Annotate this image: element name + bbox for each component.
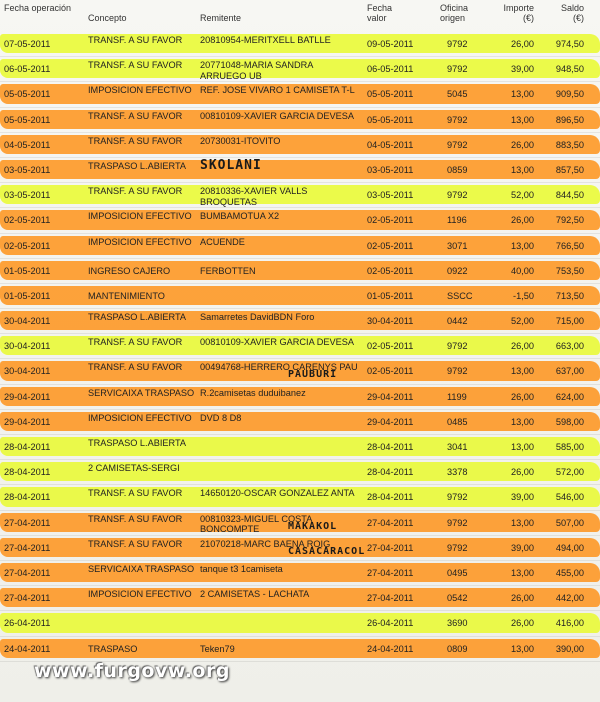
table-row — [0, 334, 600, 359]
cell-concepto: TRANSF. A SU FAVOR — [88, 362, 183, 373]
cell-importe: 52,00 — [511, 190, 534, 201]
cell-concepto: TRASPASO L.ABIERTA — [88, 438, 187, 448]
cell-oficina: 0922 — [447, 265, 468, 276]
table-row — [0, 435, 600, 460]
cell-saldo: 572,00 — [555, 467, 584, 478]
cell-fecha-operacion: 30-04-2011 — [4, 366, 51, 377]
cell-fecha-operacion: 05-05-2011 — [4, 114, 51, 125]
table-row — [0, 637, 600, 662]
cell-fecha-valor: 01-05-2011 — [367, 290, 414, 301]
cell-fecha-operacion: 01-05-2011 — [4, 265, 51, 276]
cell-saldo: 948,50 — [555, 64, 584, 75]
cell-saldo: 857,50 — [555, 164, 584, 175]
cell-fecha-operacion: 26-04-2011 — [4, 618, 51, 629]
cell-importe: 13,00 — [511, 366, 534, 377]
table-row — [0, 511, 600, 536]
cell-fecha-operacion: 27-04-2011 — [4, 517, 51, 528]
cell-saldo: 792,50 — [555, 215, 584, 226]
table-row — [0, 32, 600, 57]
cell-remitente: 20810336-XAVIER VALLS BROQUETAS — [200, 186, 308, 207]
table-row — [0, 284, 600, 309]
cell-importe: 26,00 — [511, 467, 534, 478]
table-row — [0, 234, 600, 259]
cell-fecha-valor: 05-05-2011 — [367, 89, 414, 100]
header-saldo: Saldo (€) — [560, 3, 584, 23]
transactions-table — [0, 32, 600, 662]
cell-oficina: 0485 — [447, 416, 468, 427]
cell-importe: -1,50 — [513, 290, 534, 301]
cell-fecha-valor: 02-05-2011 — [367, 265, 414, 276]
cell-fecha-operacion: 03-05-2011 — [4, 164, 51, 175]
table-row — [0, 359, 600, 384]
cell-remitente: ACUENDE — [200, 236, 245, 247]
cell-oficina: 0495 — [447, 567, 468, 578]
table-row — [0, 536, 600, 561]
cell-remitente: 00810109-XAVIER GARCIA DEVESA — [200, 110, 355, 121]
cell-saldo: 637,00 — [555, 366, 584, 377]
cell-concepto: TRASPASO — [88, 643, 138, 654]
table-row — [0, 385, 600, 410]
cell-concepto: TRANSF. A SU FAVOR — [88, 60, 183, 71]
cell-importe: 26,00 — [511, 341, 534, 352]
cell-fecha-operacion: 05-05-2011 — [4, 89, 51, 100]
cell-oficina: 3378 — [447, 467, 468, 478]
cell-oficina: 0859 — [447, 164, 468, 175]
cell-concepto: TRASPASO L.ABIERTA — [88, 312, 187, 323]
cell-remitente: tanque t3 1camiseta — [200, 563, 283, 574]
cell-importe: 26,00 — [511, 39, 534, 49]
cell-concepto: TRANSF. A SU FAVOR — [88, 35, 183, 45]
cell-fecha-valor: 02-05-2011 — [367, 366, 414, 377]
cell-fecha-operacion: 27-04-2011 — [4, 542, 51, 553]
table-header — [0, 0, 600, 32]
cell-remitente: Teken79 — [200, 643, 235, 654]
cell-remitente: 20810954-MERITXELL BATLLE — [200, 35, 331, 45]
cell-fecha-operacion: 29-04-2011 — [4, 416, 51, 427]
cell-saldo: 624,00 — [555, 391, 584, 402]
cell-fecha-valor: 02-05-2011 — [367, 240, 414, 251]
cell-oficina: 3071 — [447, 240, 468, 251]
cell-saldo: 715,00 — [555, 316, 584, 327]
watermark-text: www.furgovw.org — [34, 660, 230, 682]
cell-fecha-operacion: 02-05-2011 — [4, 215, 51, 226]
cell-importe: 13,00 — [511, 517, 534, 528]
table-row — [0, 108, 600, 133]
cell-importe: 26,00 — [511, 139, 534, 150]
cell-importe: 40,00 — [511, 265, 534, 276]
cell-fecha-operacion: 30-04-2011 — [4, 316, 51, 327]
cell-saldo: 896,50 — [555, 114, 584, 125]
cell-importe: 13,00 — [511, 240, 534, 251]
table-row — [0, 410, 600, 435]
cell-oficina: 9792 — [447, 39, 468, 49]
cell-saldo: 416,00 — [555, 618, 584, 629]
cell-concepto: IMPOSICION EFECTIVO — [88, 85, 192, 96]
table-row — [0, 611, 600, 636]
cell-fecha-operacion: 02-05-2011 — [4, 240, 51, 251]
cell-oficina: 5045 — [447, 89, 468, 100]
cell-oficina: 0542 — [447, 593, 468, 604]
cell-importe: 13,00 — [511, 442, 534, 452]
cell-remitente: 00810323-MIGUEL COSTA BONCOMPTE — [200, 513, 312, 535]
cell-remitente: R.2camisetas duduibanez — [200, 387, 306, 398]
cell-concepto: TRANSF. A SU FAVOR — [88, 488, 183, 499]
cell-saldo: 766,50 — [555, 240, 584, 251]
cell-concepto: SERVICAIXA TRASPASO — [88, 387, 195, 398]
cell-oficina: 9792 — [447, 341, 468, 352]
table-row — [0, 158, 600, 183]
cell-oficina: 9792 — [447, 542, 468, 553]
cell-importe: 13,00 — [511, 164, 534, 175]
cell-concepto: TRASPASO L.ABIERTA — [88, 160, 187, 171]
cell-oficina: 9792 — [447, 64, 468, 75]
handwritten-note: CASACARACOL — [288, 545, 366, 557]
cell-importe: 13,00 — [511, 416, 534, 427]
cell-concepto: TRANSF. A SU FAVOR — [88, 538, 183, 549]
cell-oficina: SSCC — [447, 290, 473, 301]
table-row — [0, 208, 600, 233]
handwritten-note: SKOLANI — [200, 157, 262, 173]
header-importe: Importe (€) — [503, 3, 534, 23]
cell-fecha-operacion: 03-05-2011 — [4, 190, 51, 201]
cell-fecha-operacion: 28-04-2011 — [4, 467, 51, 478]
cell-importe: 13,00 — [511, 89, 534, 100]
table-row — [0, 133, 600, 158]
cell-fecha-valor: 02-05-2011 — [367, 215, 414, 226]
cell-fecha-operacion: 06-05-2011 — [4, 64, 51, 75]
cell-remitente: 20730031-ITOVITO — [200, 135, 281, 146]
cell-concepto: TRANSF. A SU FAVOR — [88, 135, 183, 146]
cell-concepto: TRANSF. A SU FAVOR — [88, 110, 183, 121]
table-row — [0, 183, 600, 208]
cell-saldo: 507,00 — [555, 517, 584, 528]
cell-oficina: 9792 — [447, 139, 468, 150]
table-row — [0, 309, 600, 334]
cell-fecha-valor: 02-05-2011 — [367, 341, 414, 352]
cell-oficina: 3690 — [447, 618, 468, 629]
cell-oficina: 9792 — [447, 492, 468, 503]
cell-importe: 39,00 — [511, 542, 534, 553]
cell-saldo: 494,00 — [555, 542, 584, 553]
cell-fecha-valor: 28-04-2011 — [367, 442, 414, 452]
cell-fecha-valor: 29-04-2011 — [367, 416, 414, 427]
header-fecha-operacion: Fecha operación — [4, 3, 72, 13]
cell-fecha-operacion: 29-04-2011 — [4, 391, 51, 402]
cell-fecha-operacion: 24-04-2011 — [4, 643, 51, 654]
cell-fecha-operacion: 28-04-2011 — [4, 492, 51, 503]
cell-fecha-valor: 04-05-2011 — [367, 139, 414, 150]
cell-importe: 52,00 — [511, 316, 534, 327]
cell-fecha-valor: 05-05-2011 — [367, 114, 414, 125]
table-row — [0, 82, 600, 107]
cell-remitente: REF. JOSE VIVARO 1 CAMISETA T-L — [200, 85, 355, 96]
cell-saldo: 390,00 — [555, 643, 584, 654]
cell-remitente: BUMBAMOTUA X2 — [200, 211, 280, 222]
cell-oficina: 9792 — [447, 190, 468, 201]
cell-fecha-valor: 24-04-2011 — [367, 643, 414, 654]
cell-concepto: IMPOSICION EFECTIVO — [88, 412, 192, 423]
cell-fecha-valor: 06-05-2011 — [367, 64, 414, 75]
cell-oficina: 1196 — [447, 215, 467, 226]
cell-fecha-operacion: 04-05-2011 — [4, 139, 51, 150]
cell-remitente: FERBOTTEN — [200, 265, 256, 276]
cell-importe: 13,00 — [511, 567, 534, 578]
cell-fecha-operacion: 27-04-2011 — [4, 593, 51, 604]
header-oficina-origen: Oficina origen — [440, 3, 469, 23]
cell-fecha-valor: 27-04-2011 — [367, 517, 414, 528]
cell-fecha-operacion: 01-05-2011 — [4, 290, 51, 301]
cell-importe: 13,00 — [511, 114, 534, 125]
cell-concepto: INGRESO CAJERO — [88, 265, 171, 276]
cell-oficina: 0809 — [447, 643, 468, 654]
cell-saldo: 585,00 — [555, 442, 584, 452]
cell-saldo: 663,00 — [555, 341, 584, 352]
cell-oficina: 0442 — [447, 316, 468, 327]
cell-concepto: TRANSF. A SU FAVOR — [88, 513, 183, 524]
handwritten-note: MAKAKOL — [288, 520, 338, 532]
cell-fecha-valor: 03-05-2011 — [367, 164, 414, 175]
cell-fecha-operacion: 28-04-2011 — [4, 442, 51, 452]
cell-fecha-valor: 09-05-2011 — [367, 39, 414, 49]
cell-saldo: 713,50 — [555, 290, 584, 301]
cell-concepto: MANTENIMIENTO — [88, 290, 165, 301]
cell-saldo: 546,00 — [555, 492, 584, 503]
cell-concepto: TRANSF. A SU FAVOR — [88, 186, 183, 197]
cell-remitente: DVD 8 D8 — [200, 412, 242, 423]
header-remitente: Remitente — [200, 13, 242, 23]
cell-fecha-operacion: 27-04-2011 — [4, 567, 51, 578]
cell-concepto: TRANSF. A SU FAVOR — [88, 337, 183, 348]
cell-oficina: 3041 — [447, 442, 468, 452]
table-row — [0, 586, 600, 611]
cell-saldo: 844,50 — [555, 190, 584, 201]
cell-saldo: 883,50 — [555, 139, 584, 150]
cell-importe: 13,00 — [511, 643, 534, 654]
table-row — [0, 460, 600, 485]
cell-importe: 39,00 — [511, 492, 534, 503]
cell-importe: 26,00 — [511, 593, 534, 604]
cell-oficina: 9792 — [447, 366, 468, 377]
cell-fecha-valor: 27-04-2011 — [367, 542, 414, 553]
cell-fecha-operacion: 30-04-2011 — [4, 341, 51, 352]
header-fecha-valor: Fecha valor — [367, 3, 393, 23]
cell-importe: 26,00 — [511, 618, 534, 629]
cell-fecha-valor: 30-04-2011 — [367, 316, 414, 327]
cell-concepto: 2 CAMISETAS-SERGI — [88, 463, 180, 474]
cell-fecha-valor: 29-04-2011 — [367, 391, 414, 402]
cell-importe: 39,00 — [511, 64, 534, 75]
table-row — [0, 259, 600, 284]
table-row — [0, 57, 600, 82]
cell-oficina: 9792 — [447, 517, 468, 528]
cell-concepto: IMPOSICION EFECTIVO — [88, 236, 192, 247]
cell-concepto: IMPOSICION EFECTIVO — [88, 589, 192, 600]
header-concepto: Concepto — [88, 13, 127, 23]
cell-fecha-operacion: 07-05-2011 — [4, 39, 51, 49]
cell-saldo: 598,00 — [555, 416, 584, 427]
cell-remitente: 00494768-HERRERO CARENYS PAU — [200, 362, 358, 373]
cell-saldo: 455,00 — [555, 567, 584, 578]
cell-saldo: 753,50 — [555, 265, 584, 276]
cell-remitente: Samarretes DavidBDN Foro — [200, 312, 315, 323]
cell-concepto: SERVICAIXA TRASPASO — [88, 563, 195, 574]
cell-fecha-valor: 03-05-2011 — [367, 190, 414, 201]
cell-remitente: 21070218-MARC BAENA ROIG — [200, 538, 331, 549]
cell-fecha-valor: 27-04-2011 — [367, 593, 414, 604]
cell-oficina: 1199 — [447, 391, 467, 402]
cell-importe: 26,00 — [511, 215, 534, 226]
cell-saldo: 909,50 — [555, 89, 584, 100]
cell-fecha-valor: 28-04-2011 — [367, 467, 414, 478]
cell-oficina: 9792 — [447, 114, 468, 125]
handwritten-note: PAUBURI — [288, 369, 338, 381]
cell-remitente: 00810109-XAVIER GARCIA DEVESA — [200, 337, 355, 348]
table-row — [0, 561, 600, 586]
cell-fecha-valor: 26-04-2011 — [367, 618, 414, 629]
cell-saldo: 442,00 — [555, 593, 584, 604]
table-row — [0, 485, 600, 510]
cell-concepto: IMPOSICION EFECTIVO — [88, 211, 192, 222]
cell-saldo: 974,50 — [555, 39, 584, 49]
cell-remitente: 14650120-OSCAR GONZALEZ ANTA — [200, 488, 355, 499]
cell-fecha-valor: 27-04-2011 — [367, 567, 414, 578]
cell-fecha-valor: 28-04-2011 — [367, 492, 414, 503]
cell-remitente: 20771048-MARIA SANDRA ARRUEGO UB — [200, 60, 313, 81]
cell-remitente: 2 CAMISETAS - LACHATA — [200, 589, 310, 600]
cell-importe: 26,00 — [511, 391, 534, 402]
